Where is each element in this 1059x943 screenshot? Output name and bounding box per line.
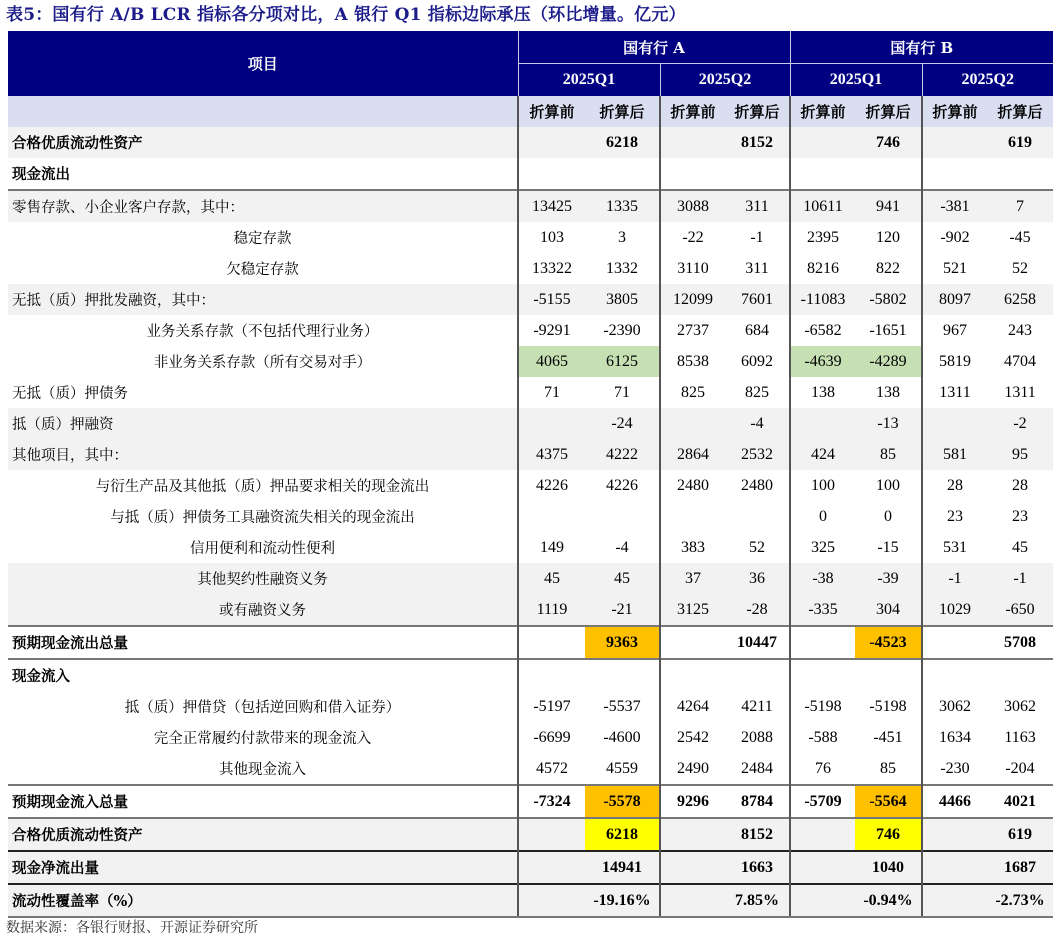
cell-value: 2542 (660, 722, 725, 753)
row-label: 零售存款、小企业客户存款，其中： (8, 190, 518, 222)
cell-value: -5802 (855, 284, 922, 315)
table-row (8, 470, 1053, 501)
cell-value: -11083 (790, 284, 855, 315)
row-label: 业务关系存款（不包括代理行业务） (8, 315, 518, 346)
cell-value: -5197 (518, 691, 585, 722)
cell-value: 103 (518, 222, 585, 253)
cell-value: -451 (855, 722, 922, 753)
cell-value: 325 (790, 532, 855, 563)
cell-value: -1 (987, 563, 1053, 594)
cell-value: 9363 (585, 626, 660, 659)
cell-value: 243 (987, 315, 1053, 346)
row-label: 稳定存款 (8, 222, 518, 253)
cell-value: -13 (855, 408, 922, 439)
cell-value (922, 659, 987, 691)
cell-value: 120 (855, 222, 922, 253)
row-label: 与衍生产品及其他抵（质）押品要求相关的现金流出 (8, 470, 518, 501)
cell-value (922, 626, 987, 659)
row-label: 抵（质）押融资 (8, 408, 518, 439)
cell-value: 2484 (725, 753, 790, 785)
cell-value: 941 (855, 190, 922, 222)
cell-value: 138 (855, 377, 922, 408)
table-row (8, 284, 1053, 315)
row-label: 其他现金流入 (8, 753, 518, 785)
cell-value: 23 (922, 501, 987, 532)
cell-value: 37 (660, 563, 725, 594)
cell-value: 3110 (660, 253, 725, 284)
cell-value: 4222 (585, 439, 660, 470)
row-label: 合格优质流动性资产 (8, 818, 518, 851)
cell-value: 383 (660, 532, 725, 563)
cell-value: 825 (725, 377, 790, 408)
cell-value: 1029 (922, 594, 987, 626)
table-row (8, 315, 1053, 346)
cell-value (922, 884, 987, 917)
cell-value: 71 (585, 377, 660, 408)
cell-value: -22 (660, 222, 725, 253)
cell-value: 2490 (660, 753, 725, 785)
cell-value: -650 (987, 594, 1053, 626)
cell-value: 8538 (660, 346, 725, 377)
table-row (8, 158, 1053, 190)
cell-value: -0.94% (855, 884, 922, 917)
cell-value (987, 158, 1053, 190)
cell-value: -19.16% (585, 884, 660, 917)
cell-value: 7601 (725, 284, 790, 315)
cell-value: 2088 (725, 722, 790, 753)
cell-value: 3062 (987, 691, 1053, 722)
cell-value (790, 659, 855, 691)
cell-value (855, 158, 922, 190)
cell-value (922, 158, 987, 190)
table-row (8, 190, 1053, 222)
cell-value: -1 (922, 563, 987, 594)
row-label: 预期现金流出总量 (8, 626, 518, 659)
cell-value (660, 659, 725, 691)
row-label: 抵（质）押借贷（包括逆回购和借入证券） (8, 691, 518, 722)
cell-value: 6258 (987, 284, 1053, 315)
cell-value: 2532 (725, 439, 790, 470)
cell-value: 4375 (518, 439, 585, 470)
cell-value (585, 158, 660, 190)
cell-value (790, 884, 855, 917)
header-item: 项目 (8, 31, 518, 96)
cell-value: -5198 (790, 691, 855, 722)
cell-value: 1119 (518, 594, 585, 626)
table-row (8, 127, 1053, 158)
cell-value: -4 (585, 532, 660, 563)
cell-value: -335 (790, 594, 855, 626)
cell-value: 581 (922, 439, 987, 470)
cell-value (660, 884, 725, 917)
cell-value: 4704 (987, 346, 1053, 377)
cell-value (922, 818, 987, 851)
cell-value: -4600 (585, 722, 660, 753)
cell-value: 71 (518, 377, 585, 408)
cell-value: 12099 (660, 284, 725, 315)
lcr-comparison-table (8, 31, 1053, 918)
table-row (8, 659, 1053, 691)
cell-value: 2480 (725, 470, 790, 501)
cell-value (790, 851, 855, 884)
table-row (8, 691, 1053, 722)
cell-value (660, 501, 725, 532)
cell-value: 531 (922, 532, 987, 563)
subheader-before: 折算前 (660, 96, 725, 127)
cell-value: -5198 (855, 691, 922, 722)
row-label: 与抵（质）押债务工具融资流失相关的现金流出 (8, 501, 518, 532)
cell-value: 4572 (518, 753, 585, 785)
cell-value: -15 (855, 532, 922, 563)
cell-value: 3805 (585, 284, 660, 315)
cell-value: 28 (922, 470, 987, 501)
row-label: 现金流入 (8, 659, 518, 691)
cell-value: 9296 (660, 785, 725, 818)
subheader-after: 折算后 (987, 96, 1053, 127)
cell-value: -5578 (585, 785, 660, 818)
cell-value: 311 (725, 253, 790, 284)
table-row (8, 222, 1053, 253)
cell-value: 3088 (660, 190, 725, 222)
subheader-after: 折算后 (725, 96, 790, 127)
cell-value (518, 659, 585, 691)
cell-value (922, 408, 987, 439)
cell-value: 85 (855, 439, 922, 470)
table-row (8, 753, 1053, 785)
table-row (8, 377, 1053, 408)
cell-value: 619 (987, 127, 1053, 158)
cell-value: -1651 (855, 315, 922, 346)
cell-value: 28 (987, 470, 1053, 501)
cell-value: 5708 (987, 626, 1053, 659)
cell-value: 822 (855, 253, 922, 284)
subheader-blank (8, 96, 518, 127)
cell-value: 1687 (987, 851, 1053, 884)
cell-value: -5709 (790, 785, 855, 818)
cell-value: 746 (855, 127, 922, 158)
cell-value: 8152 (725, 127, 790, 158)
cell-value: 2864 (660, 439, 725, 470)
cell-value: 45 (585, 563, 660, 594)
row-label: 信用便利和流动性便利 (8, 532, 518, 563)
cell-value: 7 (987, 190, 1053, 222)
cell-value: -2.73% (987, 884, 1053, 917)
cell-value: 95 (987, 439, 1053, 470)
cell-value (922, 127, 987, 158)
cell-value (585, 501, 660, 532)
cell-value (518, 818, 585, 851)
row-label: 现金净流出量 (8, 851, 518, 884)
cell-value: 149 (518, 532, 585, 563)
cell-value: 1311 (922, 377, 987, 408)
header-a-q2: 2025Q2 (660, 64, 790, 97)
table-title: 表5：国有行 A/B LCR 指标各分项对比，A 银行 Q1 指标边际承压（环比增量。亿元） (6, 5, 686, 25)
cell-value (660, 158, 725, 190)
cell-value: -230 (922, 753, 987, 785)
row-label: 欠稳定存款 (8, 253, 518, 284)
cell-value: 85 (855, 753, 922, 785)
subheader-row (8, 96, 1053, 127)
cell-value: -38 (790, 563, 855, 594)
table-row (8, 722, 1053, 753)
table-row (8, 884, 1053, 917)
cell-value: 1163 (987, 722, 1053, 753)
cell-value: 100 (790, 470, 855, 501)
cell-value: -45 (987, 222, 1053, 253)
cell-value: 13425 (518, 190, 585, 222)
cell-value: -4639 (790, 346, 855, 377)
cell-value: 4021 (987, 785, 1053, 818)
cell-value: 304 (855, 594, 922, 626)
cell-value: 6218 (585, 818, 660, 851)
cell-value: 4264 (660, 691, 725, 722)
cell-value: -4 (725, 408, 790, 439)
cell-value (790, 127, 855, 158)
cell-value: 311 (725, 190, 790, 222)
table-row (8, 818, 1053, 851)
row-label: 流动性覆盖率（%） (8, 884, 518, 917)
cell-value (518, 851, 585, 884)
cell-value (922, 851, 987, 884)
subheader-before: 折算前 (790, 96, 855, 127)
cell-value: 10611 (790, 190, 855, 222)
cell-value: 825 (660, 377, 725, 408)
row-label: 预期现金流入总量 (8, 785, 518, 818)
cell-value: -204 (987, 753, 1053, 785)
cell-value: 3125 (660, 594, 725, 626)
cell-value: -902 (922, 222, 987, 253)
table-row (8, 532, 1053, 563)
cell-value: -1 (725, 222, 790, 253)
row-label: 现金流出 (8, 158, 518, 190)
cell-value: -5155 (518, 284, 585, 315)
cell-value: -7324 (518, 785, 585, 818)
cell-value: -4289 (855, 346, 922, 377)
cell-value: 1663 (725, 851, 790, 884)
row-label: 完全正常履约付款带来的现金流入 (8, 722, 518, 753)
cell-value: -6582 (790, 315, 855, 346)
subheader-before: 折算前 (518, 96, 585, 127)
cell-value (987, 659, 1053, 691)
cell-value: 4559 (585, 753, 660, 785)
cell-value (660, 818, 725, 851)
cell-value (790, 158, 855, 190)
cell-value: 14941 (585, 851, 660, 884)
cell-value: 3062 (922, 691, 987, 722)
cell-value: 4065 (518, 346, 585, 377)
cell-value: -24 (585, 408, 660, 439)
cell-value: 2737 (660, 315, 725, 346)
cell-value: 3 (585, 222, 660, 253)
data-source-note: 数据来源：各银行财报、开源证券研究所 (6, 920, 258, 936)
cell-value: 8216 (790, 253, 855, 284)
cell-value: -5564 (855, 785, 922, 818)
row-label: 或有融资义务 (8, 594, 518, 626)
cell-value: 424 (790, 439, 855, 470)
cell-value: 45 (518, 563, 585, 594)
cell-value: 6125 (585, 346, 660, 377)
cell-value: 4466 (922, 785, 987, 818)
cell-value (518, 884, 585, 917)
cell-value: 2480 (660, 470, 725, 501)
cell-value (725, 501, 790, 532)
table-row (8, 501, 1053, 532)
cell-value: 10447 (725, 626, 790, 659)
cell-value (855, 659, 922, 691)
table-row (8, 408, 1053, 439)
table-row (8, 346, 1053, 377)
cell-value: -2390 (585, 315, 660, 346)
cell-value (518, 408, 585, 439)
cell-value (725, 659, 790, 691)
cell-value (790, 818, 855, 851)
cell-value: 6218 (585, 127, 660, 158)
cell-value (790, 408, 855, 439)
cell-value: 619 (987, 818, 1053, 851)
cell-value: -588 (790, 722, 855, 753)
cell-value: 100 (855, 470, 922, 501)
header-b-q1: 2025Q1 (790, 64, 922, 97)
subheader-before: 折算前 (922, 96, 987, 127)
cell-value (518, 501, 585, 532)
cell-value: 5819 (922, 346, 987, 377)
cell-value: 138 (790, 377, 855, 408)
table-row (8, 626, 1053, 659)
cell-value: 521 (922, 253, 987, 284)
row-label: 其他契约性融资义务 (8, 563, 518, 594)
cell-value: 7.85% (725, 884, 790, 917)
row-label: 无抵（质）押债务 (8, 377, 518, 408)
table-row (8, 253, 1053, 284)
cell-value: 967 (922, 315, 987, 346)
cell-value: 45 (987, 532, 1053, 563)
cell-value: 52 (725, 532, 790, 563)
cell-value: 0 (855, 501, 922, 532)
row-label: 其他项目，其中： (8, 439, 518, 470)
cell-value (518, 127, 585, 158)
cell-value: -6699 (518, 722, 585, 753)
header-b-q2: 2025Q2 (922, 64, 1053, 97)
cell-value (660, 127, 725, 158)
table-row (8, 563, 1053, 594)
table-row (8, 594, 1053, 626)
table-row (8, 785, 1053, 818)
cell-value: 6092 (725, 346, 790, 377)
cell-value: -4523 (855, 626, 922, 659)
cell-value: -381 (922, 190, 987, 222)
cell-value: 36 (725, 563, 790, 594)
cell-value: 52 (987, 253, 1053, 284)
cell-value: -21 (585, 594, 660, 626)
cell-value: 13322 (518, 253, 585, 284)
cell-value: 8784 (725, 785, 790, 818)
header-bank-a: 国有行 A (518, 31, 790, 64)
cell-value: 2395 (790, 222, 855, 253)
cell-value: 8097 (922, 284, 987, 315)
cell-value: 1040 (855, 851, 922, 884)
cell-value: -9291 (518, 315, 585, 346)
header-a-q1: 2025Q1 (518, 64, 660, 97)
cell-value: 4211 (725, 691, 790, 722)
subheader-after: 折算后 (585, 96, 660, 127)
cell-value: 0 (790, 501, 855, 532)
cell-value: 1332 (585, 253, 660, 284)
table-row (8, 439, 1053, 470)
cell-value: -28 (725, 594, 790, 626)
row-label: 非业务关系存款（所有交易对手） (8, 346, 518, 377)
cell-value (660, 851, 725, 884)
cell-value (518, 158, 585, 190)
header-bank-b: 国有行 B (790, 31, 1053, 64)
cell-value: 4226 (518, 470, 585, 501)
cell-value: 4226 (585, 470, 660, 501)
cell-value (790, 626, 855, 659)
cell-value (725, 158, 790, 190)
cell-value: 746 (855, 818, 922, 851)
subheader-after: 折算后 (855, 96, 922, 127)
cell-value: 8152 (725, 818, 790, 851)
cell-value: -2 (987, 408, 1053, 439)
cell-value (518, 626, 585, 659)
cell-value (660, 626, 725, 659)
cell-value: 1634 (922, 722, 987, 753)
row-label: 无抵（质）押批发融资，其中： (8, 284, 518, 315)
cell-value: 1311 (987, 377, 1053, 408)
cell-value (585, 659, 660, 691)
row-label: 合格优质流动性资产 (8, 127, 518, 158)
cell-value: 23 (987, 501, 1053, 532)
cell-value (660, 408, 725, 439)
cell-value: 684 (725, 315, 790, 346)
table-row (8, 851, 1053, 884)
cell-value: 76 (790, 753, 855, 785)
cell-value: -5537 (585, 691, 660, 722)
cell-value: -39 (855, 563, 922, 594)
cell-value: 1335 (585, 190, 660, 222)
